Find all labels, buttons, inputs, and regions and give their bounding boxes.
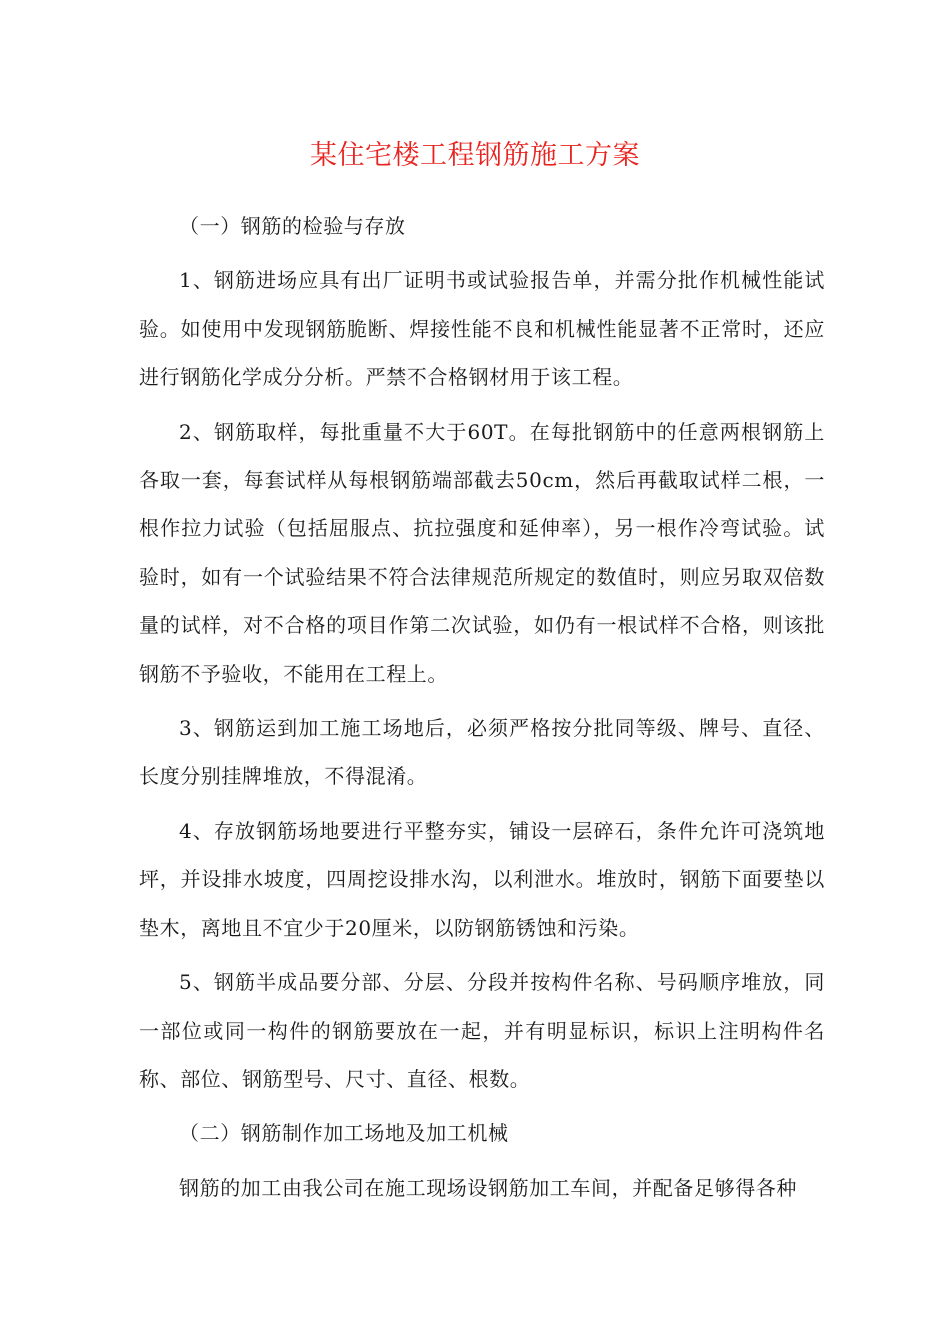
paragraph-6: 钢筋的加工由我公司在施工现场设钢筋加工车间，并配备足够得各种 <box>179 1175 797 1200</box>
section-heading-1: （一）钢筋的检验与存放 <box>179 214 406 238</box>
paragraph-2: 2、钢筋取样，每批重量不大于60T。在每批钢筋中的任意两根钢筋上各取一套，每套试样从每根钢筋端部截去50cm，然后再截取试样二根，一根作拉力试验（包括屈服点、抗拉强度和延伸率），另一根作冷弯试验。试验时，如有一个试验结果不符合法律规范所规定的数值时，则应另取双倍数量的试样，对不合格的项目作第二次试验，如仍有一根试样不合格，则该批钢筋不予验收，不能用在工程上。 <box>139 419 825 686</box>
paragraph-1: 1、钢筋进场应具有出厂证明书或试验报告单，并需分批作机械性能试验。如使用中发现钢筋脆断、焊接性能不良和机械性能显著不正常时，还应进行钢筋化学成分分析。严禁不合格钢材用于该工程。 <box>139 268 825 390</box>
paragraph-5: 5、钢筋半成品要分部、分层、分段并按构件名称、号码顺序堆放，同一部位或同一构件的钢筋要放在一起，并有明显标识，标识上注明构件名称、部位、钢筋型号、尺寸、直径、根数。 <box>139 970 825 1091</box>
section-heading-2: （二）钢筋制作加工场地及加工机械 <box>179 1121 509 1146</box>
paragraph-3: 3、钢筋运到加工施工场地后，必须严格按分批同等级、牌号、直径、长度分别挂牌堆放，不得混淆。 <box>139 716 825 789</box>
document-title: 某住宅楼工程钢筋施工方案 <box>310 140 640 171</box>
document-body <box>139 202 825 1218</box>
paragraph-4: 4、存放钢筋场地要进行平整夯实，铺设一层碎石，条件允许可浇筑地坪，并设排水坡度，四周挖设排水沟，以利泄水。堆放时，钢筋下面要垫以垫木，离地且不宜少于20厘米，以防钢筋锈蚀和污染。 <box>139 818 825 940</box>
